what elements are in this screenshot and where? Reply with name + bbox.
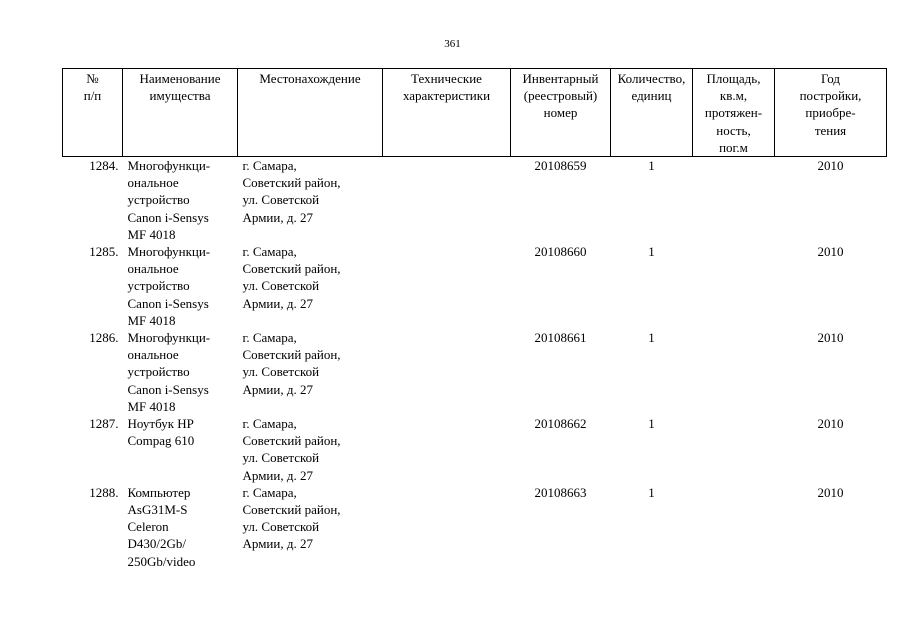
cell-tech-specs [383,329,511,415]
header-line: кв.м, [719,88,748,104]
cell-year: 2010 [817,416,844,432]
header-line: Год [820,71,841,86]
header-line: имущества [149,88,211,104]
cell-name-line: MF 4018 [127,312,176,328]
cell-name-line: Compag 610 [127,433,195,449]
table-row [63,329,887,415]
cell-location-line: Советский район, [242,175,341,191]
table-row [63,157,887,244]
cell-year: 2010 [817,484,844,500]
cell-inventory-number: 20108661 [534,330,587,346]
cell-location-line: г. Самара, [242,244,297,260]
cell-name-line: ональное [127,347,179,363]
cell-name-line: MF 4018 [127,226,176,242]
cell-location [238,415,383,484]
header-line: п/п [83,88,102,104]
cell-location [238,157,383,244]
cell-name-line: Многофункци- [127,158,211,174]
cell-location-line: г. Самара, [242,416,297,432]
cell-name-line: Ноутбук HP [127,416,194,432]
header-line: единиц [631,88,672,104]
cell-tech-specs [383,484,511,570]
header-area [693,69,775,157]
header-line: тения [814,122,847,138]
cell-location-line: ул. Советской [242,450,320,466]
header-line: (реестровый) [523,88,598,104]
cell-name-line: Canon i-Sensys [127,295,209,311]
header-line: № [86,71,99,86]
header-line: Площадь, [706,71,761,86]
cell-name-line: Celeron [127,519,169,535]
cell-name-line: Canon i-Sensys [127,209,209,225]
cell-quantity: 1 [648,484,655,500]
table-body [63,157,887,570]
header-line: Инвентарный [522,71,599,86]
cell-location-line: Советский район, [242,433,341,449]
header-tech-specs [383,69,511,157]
header-line: Наименование [139,71,221,86]
cell-number: 1287. [89,416,119,432]
cell-year: 2010 [817,158,844,174]
cell-location-line: ул. Советской [242,519,320,535]
cell-location-line: Армии, д. 27 [242,209,313,225]
cell-name-line: Canon i-Sensys [127,381,209,397]
table-row [63,243,887,329]
cell-name-line: Многофункци- [127,330,211,346]
cell-name-line: Многофункци- [127,244,211,260]
cell-name-line: 250Gb/video [127,553,196,569]
cell-tech-specs [383,415,511,484]
cell-quantity: 1 [648,244,655,260]
cell-area [693,243,775,329]
header-line: пог.м [719,139,748,155]
cell-location-line: Армии, д. 27 [242,381,313,397]
cell-number: 1288. [89,484,119,500]
header-inventory-number [511,69,611,157]
header-line: Количество, [617,71,686,86]
table-header-row [63,69,887,157]
cell-area [693,157,775,244]
cell-location-line: г. Самара, [242,158,297,174]
cell-location-line: Советский район, [242,347,341,363]
cell-inventory-number: 20108663 [534,484,587,500]
cell-name-line: устройство [127,192,190,208]
page-number: 361 [444,38,461,50]
cell-quantity: 1 [648,330,655,346]
cell-name-line: устройство [127,278,190,294]
cell-location-line: Армии, д. 27 [242,295,313,311]
property-table [62,68,887,570]
cell-location [238,484,383,570]
header-number [63,69,123,157]
cell-number: 1284. [89,158,119,174]
header-line: Местонахождение [259,71,361,86]
cell-location-line: Армии, д. 27 [242,467,313,483]
cell-area [693,415,775,484]
header-line: приобре- [805,105,856,121]
cell-number: 1285. [89,244,119,260]
header-line: характеристики [402,88,491,104]
cell-location-line: ул. Советской [242,278,320,294]
cell-name [123,157,238,244]
cell-tech-specs [383,157,511,244]
cell-location [238,243,383,329]
cell-name-line: устройство [127,364,190,380]
cell-location-line: Советский район, [242,502,341,518]
cell-name-line: ональное [127,175,179,191]
cell-name-line: Компьютер [127,484,191,500]
cell-name-line: D430/2Gb/ [127,536,186,552]
cell-year: 2010 [817,330,844,346]
header-line: ность, [716,122,751,138]
header-name [123,69,238,157]
cell-tech-specs [383,243,511,329]
table-row [63,484,887,570]
cell-quantity: 1 [648,416,655,432]
cell-area [693,484,775,570]
header-line: номер [543,105,578,121]
cell-inventory-number: 20108660 [534,244,587,260]
cell-area [693,329,775,415]
cell-number: 1286. [89,330,119,346]
cell-name-line: AsG31M-S [127,502,188,518]
cell-location-line: г. Самара, [242,330,297,346]
cell-location-line: Армии, д. 27 [242,536,313,552]
cell-name-line: ональное [127,261,179,277]
cell-location-line: г. Самара, [242,484,297,500]
header-year [775,69,887,157]
cell-location-line: Советский район, [242,261,341,277]
cell-location-line: ул. Советской [242,192,320,208]
cell-name [123,329,238,415]
header-location [238,69,383,157]
cell-name [123,243,238,329]
header-quantity [611,69,693,157]
header-line: Технические [411,71,482,86]
table-row [63,415,887,484]
cell-name-line: MF 4018 [127,398,176,414]
cell-name [123,415,238,484]
cell-name [123,484,238,570]
cell-location [238,329,383,415]
cell-quantity: 1 [648,158,655,174]
header-line: постройки, [799,88,862,104]
cell-year: 2010 [817,244,844,260]
cell-location-line: ул. Советской [242,364,320,380]
cell-inventory-number: 20108662 [534,416,587,432]
header-line: протяжен- [704,105,763,121]
cell-inventory-number: 20108659 [534,158,587,174]
